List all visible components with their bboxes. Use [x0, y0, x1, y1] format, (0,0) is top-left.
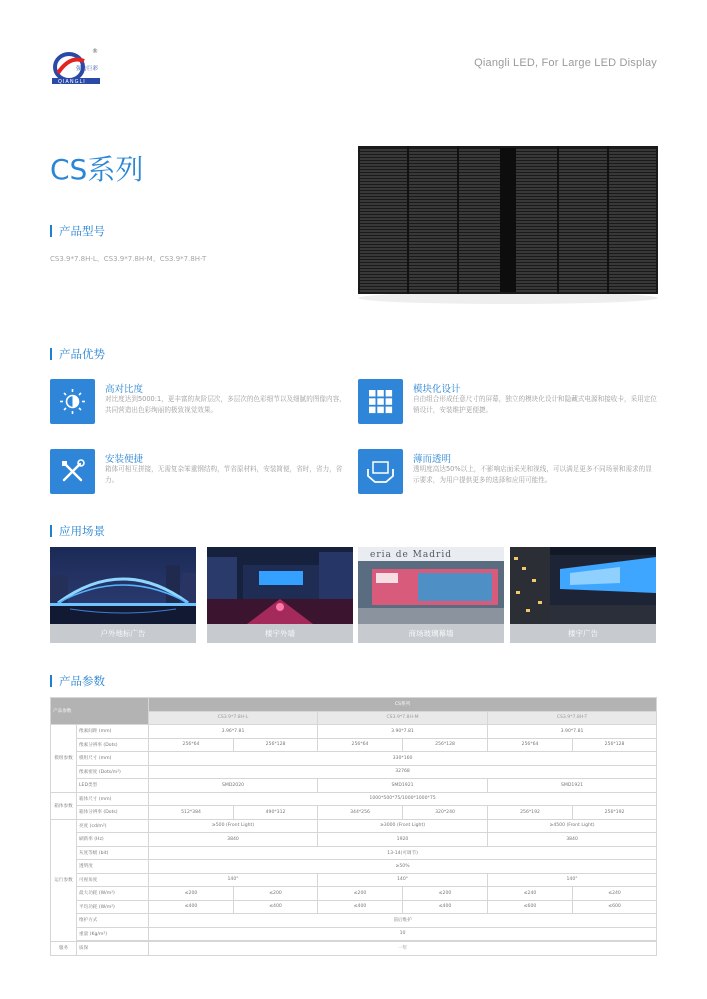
table-row: [51, 846, 657, 860]
scene-caption: 楼宇广告: [510, 624, 656, 643]
scene-card: [358, 547, 504, 643]
advantage-desc: 透明度高达50%以上，不影响店面采光和视线，可以满足更多不同场景和需求的显示要求，为用户提供更多的选择和应用可能性。: [413, 465, 652, 484]
sun-contrast-icon: [50, 379, 95, 424]
cell: 256*64: [488, 738, 573, 752]
cell: 前后维护: [149, 914, 657, 928]
cell: 140°: [149, 873, 318, 887]
table-row: [51, 806, 657, 820]
table-row: [51, 887, 657, 901]
row-label: 亮度 (cd/m²): [77, 819, 149, 833]
cell: 3.90*7.81: [488, 725, 657, 739]
row-label: 最大功耗 (W/m²): [77, 887, 149, 901]
model-header: CS3.9*7.8H-T: [488, 711, 657, 725]
cell: ≤400: [234, 900, 318, 914]
table-row: [51, 942, 657, 956]
group-label: 服务: [51, 942, 77, 956]
brand-en: QIANGLI: [58, 79, 86, 85]
registered-mark: ®: [92, 48, 98, 55]
cell: ≤400: [403, 900, 488, 914]
series-title: CS系列: [50, 153, 144, 186]
advantage-desc: 自由组合形成任意尺寸的屏幕，独立的模块化设计和隐藏式电源和接收卡，采用定位销设计，安装维护更便捷。: [413, 395, 657, 414]
scene-card: [207, 547, 353, 643]
table-row: [51, 860, 657, 874]
table-row: [51, 792, 657, 806]
cell: SMD1921: [488, 779, 657, 793]
table-row: [51, 725, 657, 739]
scenes-heading: 应用场景: [50, 525, 105, 537]
cell: 256*128: [573, 738, 657, 752]
cell: 3840: [149, 833, 318, 847]
cell: 256*64: [149, 738, 234, 752]
scene-card: [50, 547, 196, 643]
row-label: 透明度: [77, 860, 149, 874]
grid-module-icon: [358, 379, 403, 424]
table-row: [51, 833, 657, 847]
table-row: [51, 927, 657, 941]
cell: 256*128: [403, 738, 488, 752]
cell: 490*312: [234, 806, 318, 820]
table-row: [51, 752, 657, 766]
cell: 140°: [318, 873, 488, 887]
product-image: [358, 146, 658, 294]
advantages-heading: 产品优势: [50, 348, 105, 360]
table-row: [51, 779, 657, 793]
table-row: [51, 873, 657, 887]
cell: 256*192: [573, 806, 657, 820]
row-label: 像素分辨率 (Dots): [77, 738, 149, 752]
cell: ≥500 (Front Light): [149, 819, 318, 833]
scene-photo: [510, 547, 656, 624]
table-corner: 产品参数: [51, 698, 149, 725]
model-header: CS3.9*7.8H-M: [318, 711, 488, 725]
cell: ≤240: [488, 887, 573, 901]
cell: 1920: [318, 833, 488, 847]
cell: ≤600: [573, 900, 657, 914]
cell: 140°: [488, 873, 657, 887]
cell: 32768: [149, 765, 657, 779]
cell: ≤200: [318, 887, 403, 901]
row-label: 像素间距 (mm): [77, 725, 149, 739]
row-label: 模组尺寸 (mm): [77, 752, 149, 766]
cell: ≥3000 (Front Light): [318, 819, 488, 833]
models-heading: 产品型号: [50, 225, 105, 237]
tools-icon: [50, 449, 95, 494]
row-label: 平均功耗 (W/m²): [77, 900, 149, 914]
advantage-title: 安装便捷: [105, 454, 144, 465]
advantage-item: [358, 379, 658, 431]
table-row: [51, 765, 657, 779]
advantage-desc: 对比度达到5000:1，更丰富的灰阶层次，多层次的色彩细节以及细腻的图像内容，共同营造出色彩绚丽的极致视觉效果。: [105, 395, 346, 414]
group-label: 模组参数: [51, 725, 77, 793]
row-label: 箱体尺寸 (mm): [77, 792, 149, 806]
row-label: 可视角度: [77, 873, 149, 887]
cell: ≤200: [234, 887, 318, 901]
model-list: CS3.9*7.8H-L、CS3.9*7.8H-M、CS3.9*7.8H-T: [50, 255, 207, 263]
cell: 3.96*7.81: [149, 725, 318, 739]
cell: ≤240: [573, 887, 657, 901]
advantage-title: 高对比度: [105, 384, 144, 395]
params-heading: 产品参数: [50, 675, 105, 687]
table-row: [51, 738, 657, 752]
cell: 1000*500*75/1000*1000*75: [149, 792, 657, 806]
hands-transparent-icon: [358, 449, 403, 494]
cell: 256*192: [488, 806, 573, 820]
row-label: 重量 (Kg/m²): [77, 927, 149, 941]
cell: 320*240: [403, 806, 488, 820]
cell: ≤200: [149, 887, 234, 901]
row-label: LED类型: [77, 779, 149, 793]
cell: 344*256: [318, 806, 403, 820]
row-label: 质保: [77, 942, 149, 956]
cell: ≤600: [488, 900, 573, 914]
advantage-item: [50, 449, 350, 501]
tagline: Qiangli LED, For Large LED Display: [474, 57, 657, 69]
cell: 256*64: [318, 738, 403, 752]
scene-caption: 商场玻璃幕墙: [358, 624, 504, 643]
cell: ≥4500 (Front Light): [488, 819, 657, 833]
advantage-item: [50, 379, 350, 431]
cell: 3.90*7.81: [318, 725, 488, 739]
scene-card: [510, 547, 656, 643]
cell: ≥50%: [149, 860, 657, 874]
row-label: 箱体分辨率 (Dots): [77, 806, 149, 820]
advantage-desc: 箱体可相互拼接，无需复杂笨重钢结构，节省原材料，安装简便，省时，省力，省力。: [105, 465, 343, 484]
cell: ≤400: [318, 900, 403, 914]
scene-photo: [50, 547, 196, 624]
scene-caption: 户外地标广告: [50, 624, 196, 643]
advantage-title: 薄而透明: [413, 454, 452, 465]
cell: SMD1921: [318, 779, 488, 793]
model-header: CS3.9*7.8H-L: [149, 711, 318, 725]
cell: 3840: [488, 833, 657, 847]
scene-photo: [207, 547, 353, 624]
group-label: 箱体参数: [51, 792, 77, 819]
table-series: CS系列: [149, 698, 657, 712]
spec-table: [50, 697, 657, 956]
row-label: 维护方式: [77, 914, 149, 928]
row-label: 像素密度 (Dots/m²): [77, 765, 149, 779]
table-row: [51, 819, 657, 833]
row-label: 灰度等级 (bit): [77, 846, 149, 860]
cell: ≤400: [149, 900, 234, 914]
scene-sign-text: eria de Madrid: [370, 550, 452, 560]
advantage-title: 模块化设计: [413, 384, 461, 395]
cell: 一年: [149, 942, 657, 956]
cell: 512*384: [149, 806, 234, 820]
cell: 330*160: [149, 752, 657, 766]
advantage-item: [358, 449, 658, 501]
cell: 10: [149, 927, 657, 941]
row-label: 刷新率 (Hz): [77, 833, 149, 847]
cell: 256*128: [234, 738, 318, 752]
group-label: 运行参数: [51, 819, 77, 942]
brand-cn: 强力巨彩: [76, 66, 99, 72]
table-row: [51, 914, 657, 928]
table-row: [51, 900, 657, 914]
cell: SMD2020: [149, 779, 318, 793]
cell: ≤200: [403, 887, 488, 901]
scene-caption: 楼宇外墙: [207, 624, 353, 643]
cell: 13-14(可调节): [149, 846, 657, 860]
